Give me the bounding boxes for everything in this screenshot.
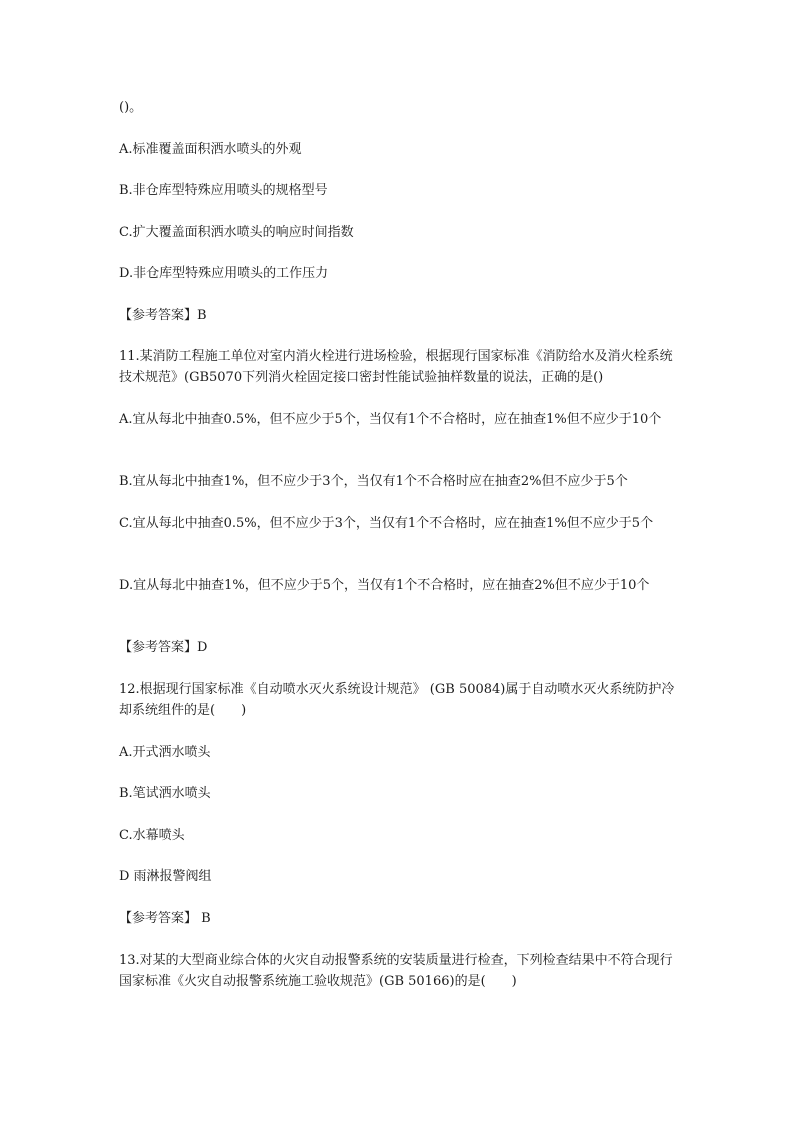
question-11-stem: 11.某消防工程施工单位对室内消火栓进行进场检验，根据现行国家标准《消防给水及消火栓系统技术规范》(GB5070下列消火栓固定接口密封性能试验抽样数量的说法，正确的是() bbox=[119, 349, 673, 385]
question-11-option-c: C.宜从每北中抽查0.5%，但不应少于3个，当仅有1个不合格时，应在抽查1%但不应少于5个 bbox=[119, 516, 654, 531]
question-10-option-d: D.非仓库型特殊应用喷头的工作压力 bbox=[119, 266, 329, 281]
question-13-stem: 13.对某的大型商业综合体的火灾自动报警系统的安装质量进行检查，下列检查结果中不符合现行国家标准《火灾自动报警系统施工验收规范》(GB 50166)的是( ) bbox=[119, 953, 673, 989]
question-10-option-c: C.扩大覆盖面积洒水喷头的响应时间指数 bbox=[119, 225, 354, 240]
question-10-option-b: B.非仓库型特殊应用喷头的规格型号 bbox=[119, 183, 328, 198]
question-10-answer: 【参考答案】B bbox=[119, 308, 207, 323]
question-11-answer: 【参考答案】D bbox=[119, 640, 208, 655]
question-12-option-b: B.笔试洒水喷头 bbox=[119, 786, 211, 801]
question-11-option-b: B.宜从每北中抽查1%，但不应少于3个，当仅有1个不合格时应在抽查2%但不应少于5个 bbox=[119, 474, 628, 489]
question-12-option-c: C.水幕喷头 bbox=[119, 828, 185, 843]
question-12-option-d: D 雨淋报警阀组 bbox=[119, 869, 212, 884]
question-10-tail: ()。 bbox=[119, 100, 143, 115]
question-11-option-a: A.宜从每北中抽查0.5%，但不应少于5个，当仅有1个不合格时，应在抽查1%但不应少于10个 bbox=[119, 412, 662, 427]
question-10-option-a: A.标准覆盖面积洒水喷头的外观 bbox=[119, 142, 302, 157]
question-12-option-a: A.开式洒水喷头 bbox=[119, 745, 211, 760]
question-11-option-d: D.宜从每北中抽查1%，但不应少于5个，当仅有1个不合格时，应在抽查2%但不应少于10个 bbox=[119, 578, 650, 593]
question-12-answer: 【参考答案】 B bbox=[119, 911, 211, 926]
question-12-stem: 12.根据现行国家标准《自动喷水灭火系统设计规范》 (GB 50084)属于自动喷水灭火系统防护冷却系统组件的是( ) bbox=[119, 682, 675, 718]
